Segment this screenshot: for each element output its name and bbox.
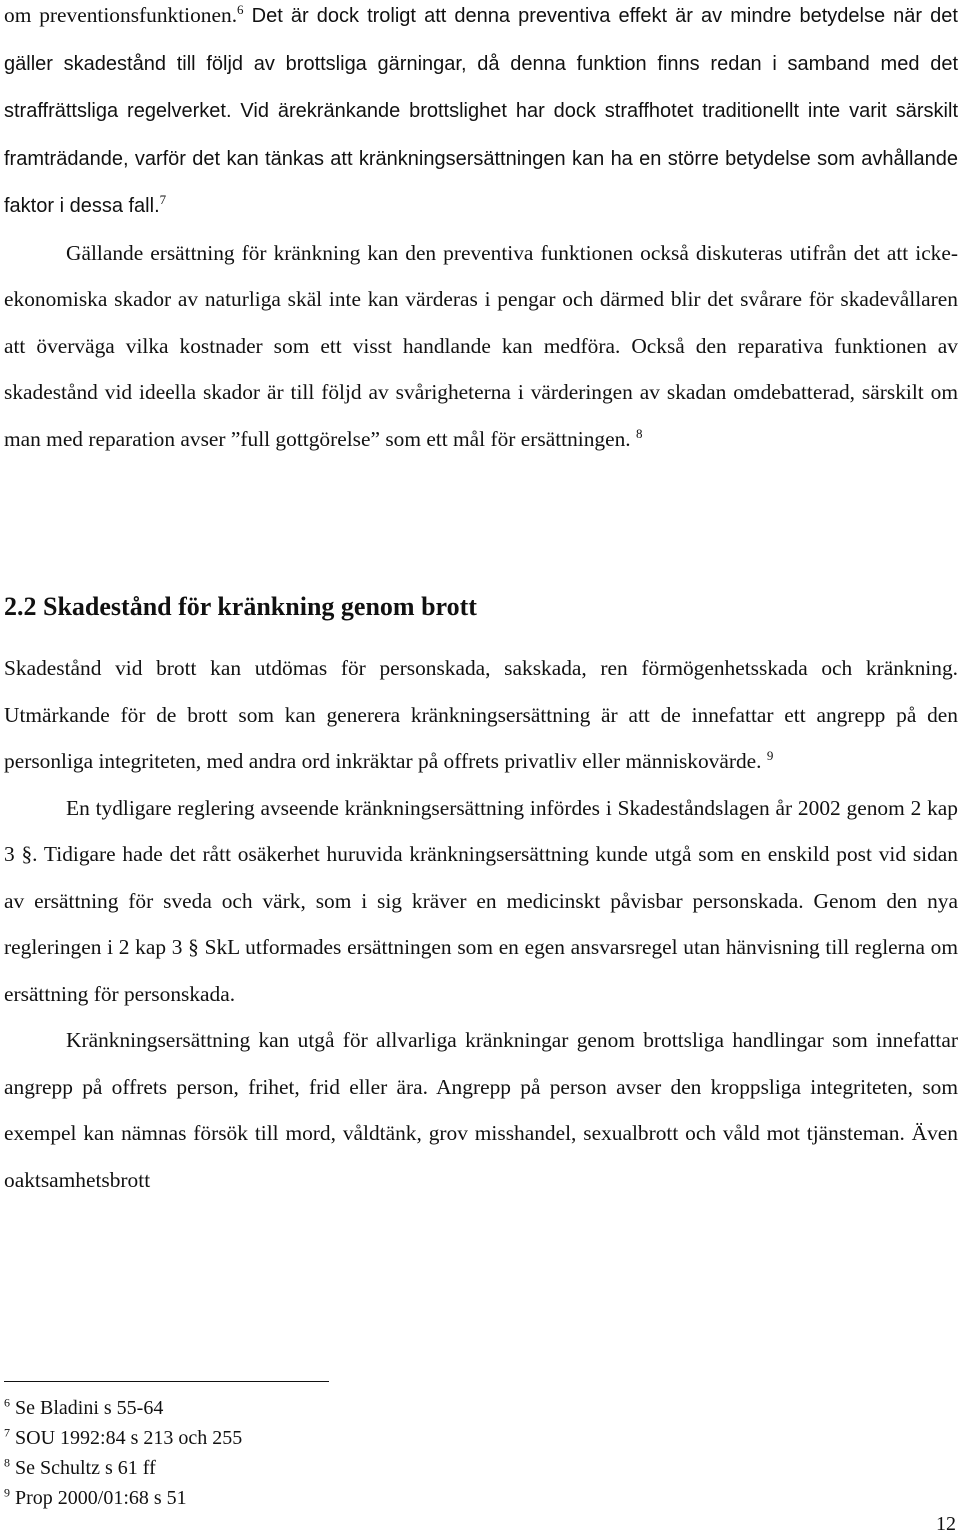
footnotes	[4, 1393, 242, 1513]
footnote-ref-8[interactable]: 8	[636, 425, 643, 441]
footnote-ref-6[interactable]: 6	[237, 1, 244, 17]
footnote-separator	[4, 1381, 329, 1382]
footnote-number: 6	[4, 1395, 10, 1410]
footnote-text: Prop 2000/01:68 s 51	[15, 1487, 187, 1509]
footnote-text: Se Schultz s 61 ff	[15, 1457, 156, 1479]
paragraph-compensation	[4, 230, 958, 463]
footnote-7	[4, 1423, 242, 1453]
page-number: 12	[936, 1513, 956, 1535]
paragraph-prevention	[4, 0, 958, 230]
footnote-number: 8	[4, 1455, 10, 1470]
section-heading: 2.2 Skadestånd för kränkning genom brott	[4, 592, 477, 621]
paragraph-text: Skadestånd vid brott kan utdömas för personskada, sakskada, ren förmögenhetsskada och kränkning. Utmärkande för de brott som kan generera kränkningsersättning är att de innefattar ett angrepp på den personliga integriteten, med andra ord inkräktar på offrets privatliv eller människovärde.	[4, 656, 958, 773]
paragraph-violations	[4, 1017, 958, 1203]
footnote-number: 9	[4, 1485, 10, 1500]
paragraph-damages	[4, 645, 958, 785]
footnote-text: SOU 1992:84 s 213 och 255	[15, 1427, 243, 1449]
footnote-ref-7[interactable]: 7	[159, 191, 167, 207]
paragraph-text: om preventionsfunktionen.	[4, 3, 238, 27]
body-text-upper	[4, 0, 958, 462]
footnote-8	[4, 1453, 242, 1483]
paragraph-regulation	[4, 785, 958, 1018]
paragraph-text: Kränkningsersättning kan utgå för allvarliga kränkningar genom brottsliga handlingar som innefattar angrepp på offrets person, frihet, frid eller ära. Angrepp på person avser den kroppsliga integriteten, som exempel kan nämnas försök till mord, våldtänk, grov misshandel, sexualbrott och våld mot tjänsteman. Även oaktsamhetsbrott	[4, 1028, 958, 1192]
footnote-number: 7	[4, 1425, 10, 1440]
paragraph-text: En tydligare reglering avseende kränkningsersättning infördes i Skadeståndslagen år 2002 genom 2 kap 3 §. Tidigare hade det rått osäkerhet huruvida kränkningsersättning kunde utgå som en enskild post vid sidan av ersättning för sveda och värk, som i sig kräver en medicinskt påvisbar personskada. Genom den nya regleringen i 2 kap 3 § SkL utformades ersättningen som en egen ansvarsregel utan hänvisning till reglerna om ersättning för personskada.	[4, 795, 958, 1006]
paragraph-text: Det är dock troligt att denna preventiva effekt är av mindre betydelse när det gäller skadestånd till följd av brottsliga gärningar, då denna funktion finns redan i samband med det straffrättsliga regelverket. Vid ärekränkande brottslighet har dock straffhotet traditionellt inte varit särskilt framträdande, varför det kan tänkas att kränkningsersättningen kan ha en större betydelse som avhållande faktor i dessa fall.	[4, 5, 958, 217]
footnote-6	[4, 1393, 242, 1423]
paragraph-text: Gällande ersättning för kränkning kan den preventiva funktionen också diskuteras utifrån det att icke-ekonomiska skador av naturliga skäl inte kan värderas i pengar och därmed blir det svårare för skadevållaren att överväga vilka kostnader som ett visst handlande kan medföra. Också den reparativa funktionen av skadestånd vid ideella skador är till följd av svårigheterna i värderingen av skadan omdebatterad, särskilt om man med reparation avser ”full gottgörelse” som ett mål för ersättningen.	[4, 240, 958, 451]
body-text-lower	[4, 645, 958, 1203]
document-page	[4, 0, 958, 1539]
footnote-ref-9[interactable]: 9	[766, 747, 774, 763]
footnote-text: Se Bladini s 55-64	[15, 1397, 164, 1419]
footnote-9	[4, 1483, 242, 1513]
